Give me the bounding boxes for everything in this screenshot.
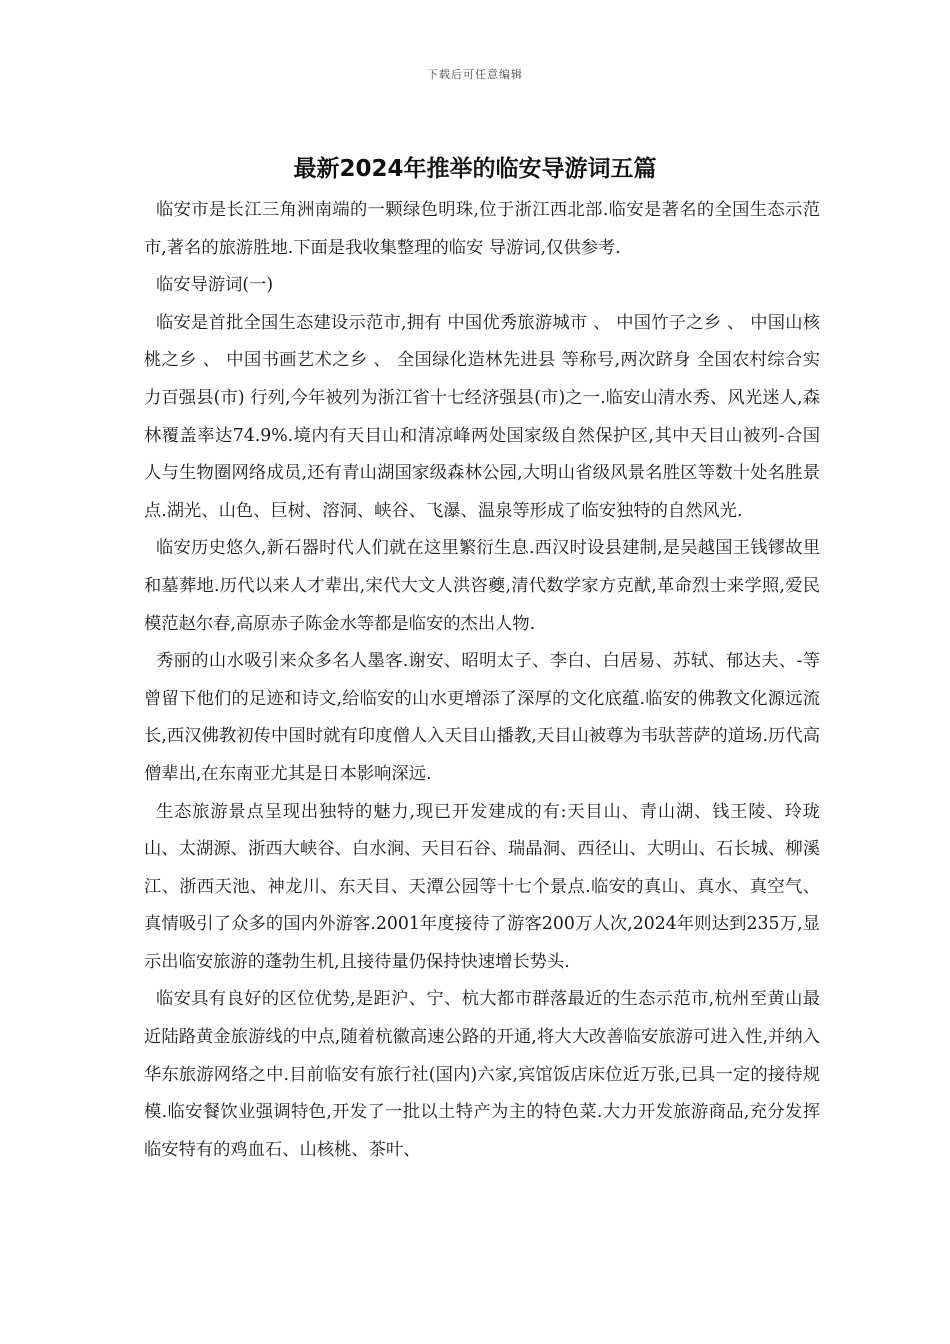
document-body (144, 192, 820, 1169)
body-paragraph: 临安历史悠久,新石器时代人们就在这里繁衍生息.西汉时设县建制,是吴越国王钱镠故里和墓葬地.历代以来人才辈出,宋代大文人洪咨夔,清代数学家方克猷,革命烈士来学照,爱民模范赵尔春,高原赤子陈金水等都是临安的杰出人物. (144, 538, 820, 634)
page-title: 最新2024年推举的临安导游词五篇 (293, 156, 657, 182)
body-paragraph: 临安具有良好的区位优势,是距沪、宁、杭大都市群落最近的生态示范市,杭州至黄山最近陆路黄金旅游线的中点,随着杭徽高速公路的开通,将大大改善临安旅游可进入性,并纳入华东旅游网络之中.目前临安有旅行社(国内)六家,宾馆饭店床位近万张,已具一定的接待规模.临安餐饮业强调特色,开发了一批以土特产为主的特色菜.大力开发旅游商品,充分发挥临安特有的鸡血石、山核桃、茶叶、 (144, 989, 820, 1160)
body-paragraph: 临安是首批全国生态建设示范市,拥有 中国优秀旅游城市 、 中国竹子之乡 、 中国山核桃之乡 、 中国书画艺术之乡 、 全国绿化造林先进县 等称号,两次跻身 全国农村综合实力百强县(市) 行列,今年被列为浙江省十七经济强县(市)之一.临安山清水秀、风光迷人,森林覆盖率达74.9%.境内有天目山和清凉峰两处国家级自然保护区,其中天目山被列-合国人与生物圈网络成员,还有青山湖国家级森林公园,大明山省级风景名胜区等数十处名胜景点.湖光、山色、巨树、溶洞、峡谷、飞瀑、温泉等形成了临安独特的自然风光. (144, 312, 820, 521)
intro-paragraph: 临安市是长江三角洲南端的一颗绿色明珠,位于浙江西北部.临安是著名的全国生态示范市,著名的旅游胜地.下面是我收集整理的临安 导游词,仅供参考. (144, 200, 820, 258)
section-heading: 临安导游词(一) (156, 275, 274, 296)
body-paragraph: 秀丽的山水吸引来众多名人墨客.谢安、昭明太子、李白、白居易、苏轼、郁达夫、-等曾留下他们的足迹和诗文,给临安的山水更增添了深厚的文化底蕴.临安的佛教文化源远流长,西汉佛教初传中国时就有印度僧人入天目山播教,天目山被尊为韦驮菩萨的道场.历代高僧辈出,在东南亚尤其是日本影响深远. (144, 651, 820, 784)
header-note: 下载后可任意编辑 (427, 68, 523, 81)
body-paragraph: 生态旅游景点呈现出独特的魅力,现已开发建成的有:天目山、青山湖、钱王陵、玲珑山、太湖源、浙西大峡谷、白水涧、天目石谷、瑞晶洞、西径山、大明山、石长城、柳溪江、浙西天池、神龙川、东天目、天潭公园等十七个景点.临安的真山、真水、真空气、真情吸引了众多的国内外游客.2001年度接待了游客200万人次,2024年则达到235万,显示出临安旅游的蓬勃生机,且接待量仍保持快速增长势头. (144, 801, 820, 972)
